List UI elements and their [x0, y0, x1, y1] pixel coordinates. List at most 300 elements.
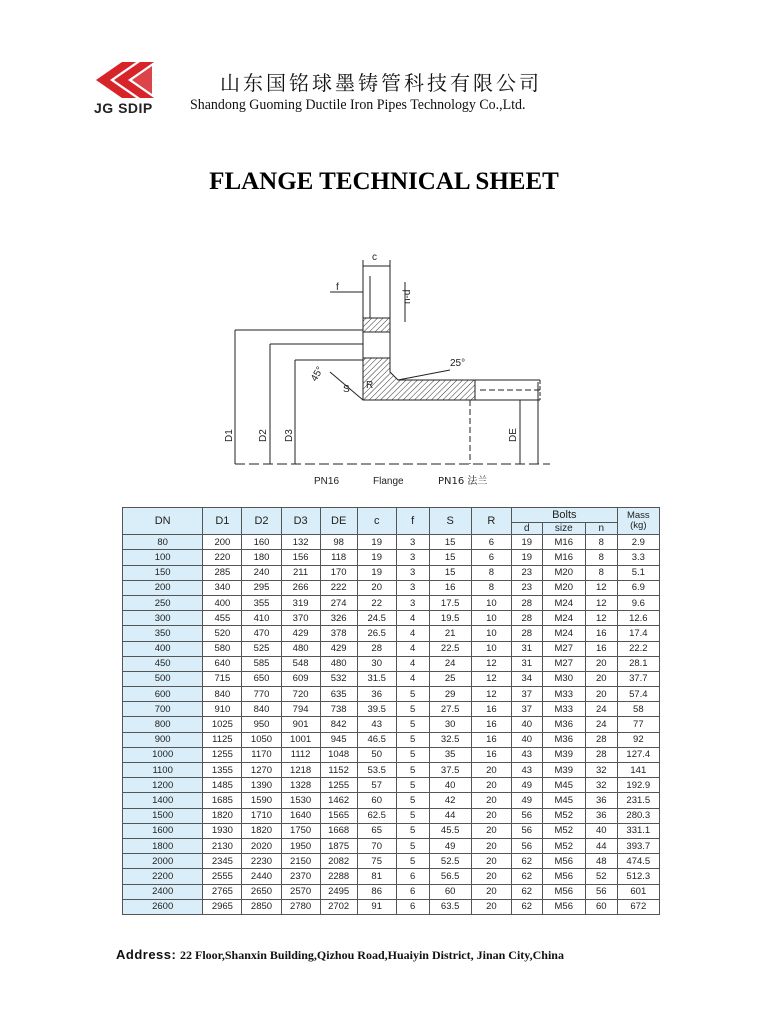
table-cell: 180: [242, 550, 281, 565]
table-cell: 8: [585, 535, 617, 550]
table-cell: 10: [471, 595, 511, 610]
header-bolt-size: size: [542, 523, 585, 535]
table-row: [123, 611, 660, 626]
table-cell: 2345: [203, 854, 242, 869]
table-cell: 3: [396, 580, 429, 595]
table-cell: 220: [203, 550, 242, 565]
table-cell: 2020: [242, 838, 281, 853]
table-cell: 410: [242, 611, 281, 626]
table-cell: 770: [242, 687, 281, 702]
table-cell-dn: 150: [123, 565, 203, 580]
table-cell: 2495: [320, 884, 357, 899]
table-cell: 31: [511, 641, 542, 656]
caption-flange: Flange: [373, 476, 404, 487]
table-cell: 20: [471, 869, 511, 884]
table-cell: 132: [281, 535, 320, 550]
table-row: [123, 899, 660, 914]
table-cell: 5: [396, 778, 429, 793]
table-cell: 63.5: [429, 899, 471, 914]
table-cell: 200: [203, 535, 242, 550]
table-cell: 266: [281, 580, 320, 595]
table-cell: 49: [511, 778, 542, 793]
table-cell: 57: [357, 778, 396, 793]
dim-d2-label: D2: [258, 429, 269, 442]
table-cell: 2850: [242, 899, 281, 914]
table-cell: 240: [242, 565, 281, 580]
table-row: [123, 641, 660, 656]
table-cell: 17.4: [617, 626, 659, 641]
table-cell: 8: [585, 550, 617, 565]
table-cell: 1640: [281, 808, 320, 823]
table-cell-dn: 100: [123, 550, 203, 565]
header-bolt-n: n: [585, 523, 617, 535]
table-cell-dn: 1000: [123, 747, 203, 762]
table-cell: 355: [242, 595, 281, 610]
header-c: c: [357, 508, 396, 535]
table-cell: 56: [511, 823, 542, 838]
table-cell: 36: [585, 808, 617, 823]
table-cell: 1820: [242, 823, 281, 838]
table-cell: 3.3: [617, 550, 659, 565]
table-cell: 62.5: [357, 808, 396, 823]
table-cell: 49: [511, 793, 542, 808]
table-row: [123, 884, 660, 899]
table-cell: 32.5: [429, 732, 471, 747]
table-cell: M45: [542, 793, 585, 808]
table-cell: 19: [511, 550, 542, 565]
table-cell: 6: [396, 884, 429, 899]
table-cell: 43: [357, 717, 396, 732]
table-cell: 231.5: [617, 793, 659, 808]
table-row: [123, 565, 660, 580]
table-cell: 20: [471, 884, 511, 899]
table-body: [123, 535, 660, 915]
table-row: [123, 778, 660, 793]
table-cell: 40: [511, 717, 542, 732]
table-cell: 512.3: [617, 869, 659, 884]
table-cell-dn: 2400: [123, 884, 203, 899]
address-value: 22 Floor,Shanxin Building,Qizhou Road,Huaiyin District, Jinan City,China: [179, 948, 564, 962]
table-cell: 40: [511, 732, 542, 747]
table-row: [123, 854, 660, 869]
table-cell: 62: [511, 869, 542, 884]
table-cell: 12: [471, 671, 511, 686]
table-cell: 15: [429, 565, 471, 580]
table-cell-dn: 250: [123, 595, 203, 610]
header-dn: DN: [123, 508, 203, 535]
table-row: [123, 702, 660, 717]
table-cell: 1462: [320, 793, 357, 808]
table-cell-dn: 200: [123, 580, 203, 595]
table-cell: 10: [471, 641, 511, 656]
table-cell: 24: [429, 656, 471, 671]
table-cell: M20: [542, 565, 585, 580]
table-cell: 470: [242, 626, 281, 641]
table-cell: 12: [585, 611, 617, 626]
table-cell: 1152: [320, 763, 357, 778]
table-cell: 20: [471, 838, 511, 853]
table-cell: 37: [511, 702, 542, 717]
table-cell-dn: 600: [123, 687, 203, 702]
table-cell: M16: [542, 550, 585, 565]
table-cell: 222: [320, 580, 357, 595]
table-cell-dn: 1200: [123, 778, 203, 793]
table-cell: 156: [281, 550, 320, 565]
table-cell: M20: [542, 580, 585, 595]
table-cell: 56: [585, 884, 617, 899]
table-cell: 8: [585, 565, 617, 580]
table-row: [123, 656, 660, 671]
table-cell: M39: [542, 763, 585, 778]
table-cell: M56: [542, 854, 585, 869]
table-cell: 319: [281, 595, 320, 610]
table-cell: 12: [471, 656, 511, 671]
table-row: [123, 808, 660, 823]
table-cell: 8: [471, 565, 511, 580]
table-cell: M33: [542, 702, 585, 717]
table-cell-dn: 1800: [123, 838, 203, 853]
table-cell: 5: [396, 854, 429, 869]
table-cell: 840: [242, 702, 281, 717]
table-cell: 49: [429, 838, 471, 853]
table-cell: 19: [357, 565, 396, 580]
table-cell: 9.6: [617, 595, 659, 610]
table-cell: 170: [320, 565, 357, 580]
table-cell: 4: [396, 626, 429, 641]
table-cell: 127.4: [617, 747, 659, 762]
table-cell: 650: [242, 671, 281, 686]
table-cell: M24: [542, 595, 585, 610]
table-cell: 1270: [242, 763, 281, 778]
table-cell: 31: [511, 656, 542, 671]
table-row: [123, 671, 660, 686]
table-cell: 48: [585, 854, 617, 869]
table-cell-dn: 1100: [123, 763, 203, 778]
table-cell: 794: [281, 702, 320, 717]
table-cell: M36: [542, 732, 585, 747]
table-cell: 12: [585, 580, 617, 595]
table-cell: 6: [471, 550, 511, 565]
table-cell: 22: [357, 595, 396, 610]
table-cell: 37: [511, 687, 542, 702]
table-cell: 1565: [320, 808, 357, 823]
table-row: [123, 763, 660, 778]
table-cell: 62: [511, 854, 542, 869]
table-cell: 91: [357, 899, 396, 914]
table-cell: 35: [429, 747, 471, 762]
table-cell-dn: 1600: [123, 823, 203, 838]
table-cell: 52.5: [429, 854, 471, 869]
table-cell: 28: [585, 747, 617, 762]
header-bolts: Bolts: [511, 508, 617, 523]
table-cell: 28: [585, 732, 617, 747]
table-cell: M56: [542, 899, 585, 914]
table-cell: 2370: [281, 869, 320, 884]
table-row: [123, 793, 660, 808]
table-cell-dn: 450: [123, 656, 203, 671]
table-cell: 2965: [203, 899, 242, 914]
table-cell-dn: 2200: [123, 869, 203, 884]
table-row: [123, 687, 660, 702]
table-cell: 22.5: [429, 641, 471, 656]
table-cell: 5: [396, 808, 429, 823]
table-cell-dn: 900: [123, 732, 203, 747]
company-name-chinese: 山东国铭球墨铸管科技有限公司: [220, 71, 542, 95]
table-cell: 601: [617, 884, 659, 899]
table-cell: 20: [471, 899, 511, 914]
table-cell: 23: [511, 565, 542, 580]
dim-d1-label: D1: [224, 429, 235, 442]
table-cell: 20: [471, 854, 511, 869]
table-cell: 2230: [242, 854, 281, 869]
table-cell: 36: [585, 793, 617, 808]
table-cell: 1685: [203, 793, 242, 808]
table-row: [123, 626, 660, 641]
table-cell: 2.9: [617, 535, 659, 550]
table-cell: 77: [617, 717, 659, 732]
table-row: [123, 869, 660, 884]
table-cell: M52: [542, 838, 585, 853]
table-cell: M24: [542, 611, 585, 626]
table-cell: 1875: [320, 838, 357, 853]
table-cell: 39.5: [357, 702, 396, 717]
table-cell-dn: 1400: [123, 793, 203, 808]
table-cell: 31.5: [357, 671, 396, 686]
table-cell-dn: 1500: [123, 808, 203, 823]
table-cell: 28.1: [617, 656, 659, 671]
table-cell: 672: [617, 899, 659, 914]
table-cell: 480: [320, 656, 357, 671]
table-cell: 474.5: [617, 854, 659, 869]
sheet-title: FLANGE TECHNICAL SHEET: [209, 168, 559, 195]
table-cell: 20: [585, 687, 617, 702]
table-cell: 1820: [203, 808, 242, 823]
table-cell: 280.3: [617, 808, 659, 823]
table-row: [123, 550, 660, 565]
table-cell: 1125: [203, 732, 242, 747]
table-cell: M36: [542, 717, 585, 732]
table-cell: 21: [429, 626, 471, 641]
table-cell: 1218: [281, 763, 320, 778]
table-cell: 520: [203, 626, 242, 641]
table-cell: 580: [203, 641, 242, 656]
table-cell: 1112: [281, 747, 320, 762]
table-cell: 10: [471, 626, 511, 641]
header-d2: D2: [242, 508, 281, 535]
table-cell: 27.5: [429, 702, 471, 717]
header-f: f: [396, 508, 429, 535]
table-cell: 480: [281, 641, 320, 656]
table-cell: 331.1: [617, 823, 659, 838]
table-cell: 16: [585, 626, 617, 641]
table-cell: 37.7: [617, 671, 659, 686]
table-cell-dn: 800: [123, 717, 203, 732]
table-cell: 2780: [281, 899, 320, 914]
table-cell: 295: [242, 580, 281, 595]
header-mass: Mass (kg): [617, 508, 659, 535]
dim-d3-label: D3: [284, 429, 295, 442]
table-cell: 81: [357, 869, 396, 884]
table-cell: 56: [511, 808, 542, 823]
table-cell: 1668: [320, 823, 357, 838]
table-cell: 36: [357, 687, 396, 702]
table-cell: 19.5: [429, 611, 471, 626]
table-cell: 378: [320, 626, 357, 641]
address-label: Address:: [116, 947, 177, 962]
table-cell: 1255: [320, 778, 357, 793]
table-cell: 32: [585, 778, 617, 793]
table-cell: 2288: [320, 869, 357, 884]
table-cell: 5: [396, 823, 429, 838]
table-cell: 44: [585, 838, 617, 853]
table-cell: 840: [203, 687, 242, 702]
logo-text: JG SDIP: [94, 100, 153, 116]
table-cell: 60: [585, 899, 617, 914]
table-cell: 525: [242, 641, 281, 656]
table-cell: 715: [203, 671, 242, 686]
table-cell: 326: [320, 611, 357, 626]
table-cell-dn: 80: [123, 535, 203, 550]
table-cell: 211: [281, 565, 320, 580]
table-cell: 24: [585, 717, 617, 732]
table-cell: 53.5: [357, 763, 396, 778]
table-cell: 6: [471, 535, 511, 550]
table-cell: 50: [357, 747, 396, 762]
table-cell: 16: [471, 702, 511, 717]
table-cell: 58: [617, 702, 659, 717]
table-cell: 6: [396, 869, 429, 884]
table-cell: 4: [396, 641, 429, 656]
table-cell: 28: [511, 595, 542, 610]
table-cell: 6: [396, 899, 429, 914]
angle-25-label: 25°: [450, 358, 466, 369]
table-cell: 56: [511, 838, 542, 853]
table-cell-dn: 350: [123, 626, 203, 641]
table-cell: M56: [542, 884, 585, 899]
table-cell: 141: [617, 763, 659, 778]
table-cell: M27: [542, 656, 585, 671]
table-cell: 370: [281, 611, 320, 626]
table-cell: 3: [396, 565, 429, 580]
table-cell: 950: [242, 717, 281, 732]
table-cell: 5: [396, 732, 429, 747]
table-cell: 901: [281, 717, 320, 732]
header-r: R: [471, 508, 511, 535]
table-cell: 22.2: [617, 641, 659, 656]
flange-drawing: [220, 232, 660, 502]
table-cell: 28: [357, 641, 396, 656]
table-cell: 62: [511, 899, 542, 914]
header-d3: D3: [281, 508, 320, 535]
table-cell: 640: [203, 656, 242, 671]
table-cell: 12: [471, 687, 511, 702]
table-cell: 1255: [203, 747, 242, 762]
table-cell: 8: [471, 580, 511, 595]
table-cell: 585: [242, 656, 281, 671]
table-cell: 65: [357, 823, 396, 838]
table-cell: 400: [203, 595, 242, 610]
table-cell: 720: [281, 687, 320, 702]
table-cell: 5: [396, 702, 429, 717]
table-row: [123, 595, 660, 610]
table-cell: 12.6: [617, 611, 659, 626]
table-row: [123, 732, 660, 747]
table-cell: M52: [542, 808, 585, 823]
table-cell: 609: [281, 671, 320, 686]
table-cell: 2130: [203, 838, 242, 853]
table-cell: 12: [585, 595, 617, 610]
table-cell: 45.5: [429, 823, 471, 838]
table-cell: 5: [396, 763, 429, 778]
table-cell: M33: [542, 687, 585, 702]
table-cell: 28: [511, 626, 542, 641]
table-cell: 2440: [242, 869, 281, 884]
table-cell: 4: [396, 656, 429, 671]
table-cell: 4: [396, 611, 429, 626]
table-cell: 57.4: [617, 687, 659, 702]
table-cell: 393.7: [617, 838, 659, 853]
table-cell: 19: [357, 535, 396, 550]
table-cell: 86: [357, 884, 396, 899]
table-cell: 20: [357, 580, 396, 595]
table-cell: 2150: [281, 854, 320, 869]
table-cell: 429: [281, 626, 320, 641]
table-cell: 1355: [203, 763, 242, 778]
table-cell: M56: [542, 869, 585, 884]
table-cell: 42: [429, 793, 471, 808]
table-cell: 429: [320, 641, 357, 656]
header-d1: D1: [203, 508, 242, 535]
table-cell: 52: [585, 869, 617, 884]
table-cell: 5: [396, 793, 429, 808]
table-cell: M16: [542, 535, 585, 550]
table-row: [123, 580, 660, 595]
table-row: [123, 823, 660, 838]
table-cell: 62: [511, 884, 542, 899]
table-cell: 3: [396, 595, 429, 610]
company-name-english: Shandong Guoming Ductile Iron Pipes Technology Co.,Ltd.: [190, 97, 526, 113]
table-cell: 1530: [281, 793, 320, 808]
table-cell: 945: [320, 732, 357, 747]
table-cell: M24: [542, 626, 585, 641]
table-cell: 92: [617, 732, 659, 747]
table-cell: 5: [396, 717, 429, 732]
table-cell: 5: [396, 838, 429, 853]
table-cell-dn: 400: [123, 641, 203, 656]
table-cell-dn: 700: [123, 702, 203, 717]
dim-r-label: R: [366, 380, 374, 391]
table-cell: 70: [357, 838, 396, 853]
table-cell: 2650: [242, 884, 281, 899]
table-cell: 16: [585, 641, 617, 656]
table-cell: 1170: [242, 747, 281, 762]
table-cell: 2702: [320, 899, 357, 914]
dim-de-label: DE: [508, 428, 519, 442]
table-cell: 16: [471, 732, 511, 747]
table-row: [123, 717, 660, 732]
table-cell: M45: [542, 778, 585, 793]
table-cell: 1710: [242, 808, 281, 823]
table-cell: 1328: [281, 778, 320, 793]
table-cell: 2765: [203, 884, 242, 899]
table-cell: 15: [429, 535, 471, 550]
dim-f-label: f: [336, 282, 339, 293]
table-cell: 6.9: [617, 580, 659, 595]
table-cell: 274: [320, 595, 357, 610]
table-cell: 20: [471, 763, 511, 778]
table-cell: 28: [511, 611, 542, 626]
table-cell: 842: [320, 717, 357, 732]
